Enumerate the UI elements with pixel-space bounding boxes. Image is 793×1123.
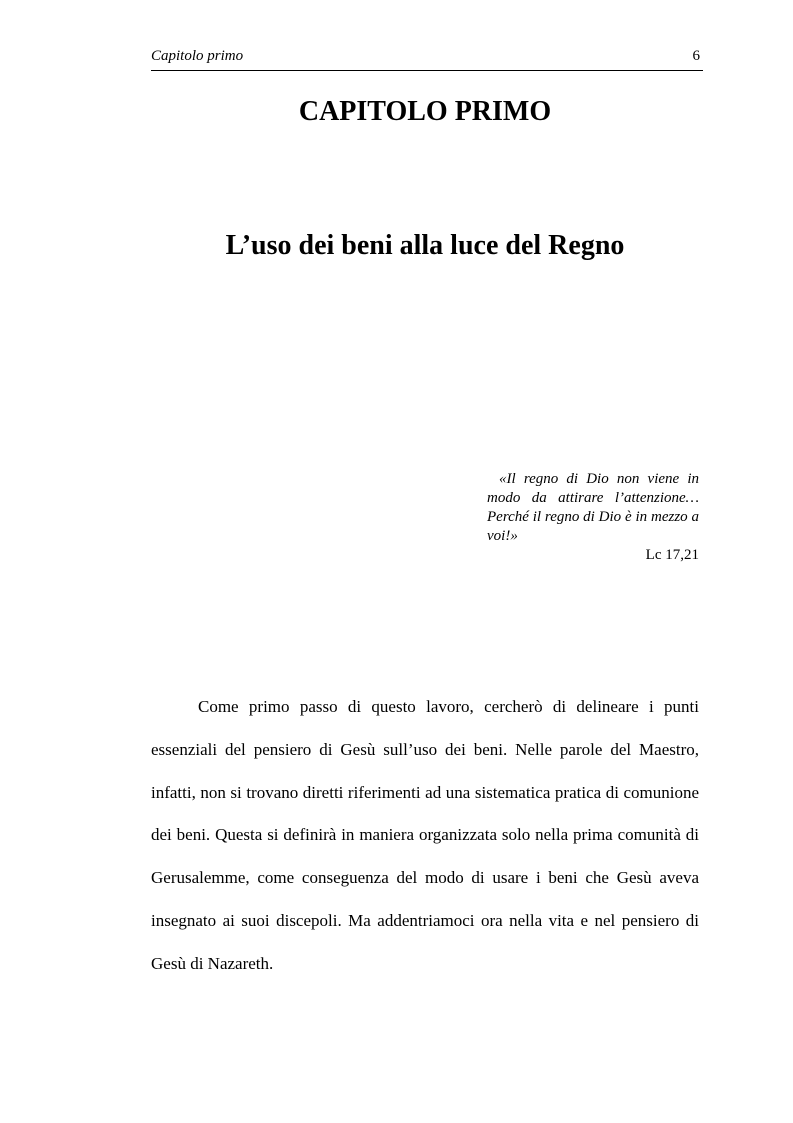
running-title: Capitolo primo xyxy=(151,48,244,64)
chapter-label: CAPITOLO PRIMO xyxy=(298,96,552,127)
body-paragraph: Come primo passo di questo lavoro, cercherò di delineare i punti essenziali del pensiero di Gesù sull’uso dei beni. Nelle parole del Maestro, infatti, non si trovano diretti riferimenti ad una sistematica pratica di comunione dei beni. Questa si definirà in maniera organizzata solo nella prima comunità di Gerusalemme, come conseguenza del modo di usare i beni che Gesù aveva insegnato ai suoi discepoli. Ma addentriamoci ora nella vita e nel pensiero di Gesù di Nazareth. xyxy=(151,697,699,973)
running-header xyxy=(151,46,703,71)
epigraph-source: Lc 17,21 xyxy=(645,547,699,563)
page-number: 6 xyxy=(692,48,700,64)
epigraph xyxy=(487,470,699,565)
chapter-title: L’uso dei beni alla luce del Regno xyxy=(225,230,625,261)
epigraph-quote: «Il regno di Dio non viene in modo da attirare l’attenzione… Perché il regno di Dio è in mezzo a voi!» xyxy=(487,471,699,544)
body-text xyxy=(151,686,699,986)
